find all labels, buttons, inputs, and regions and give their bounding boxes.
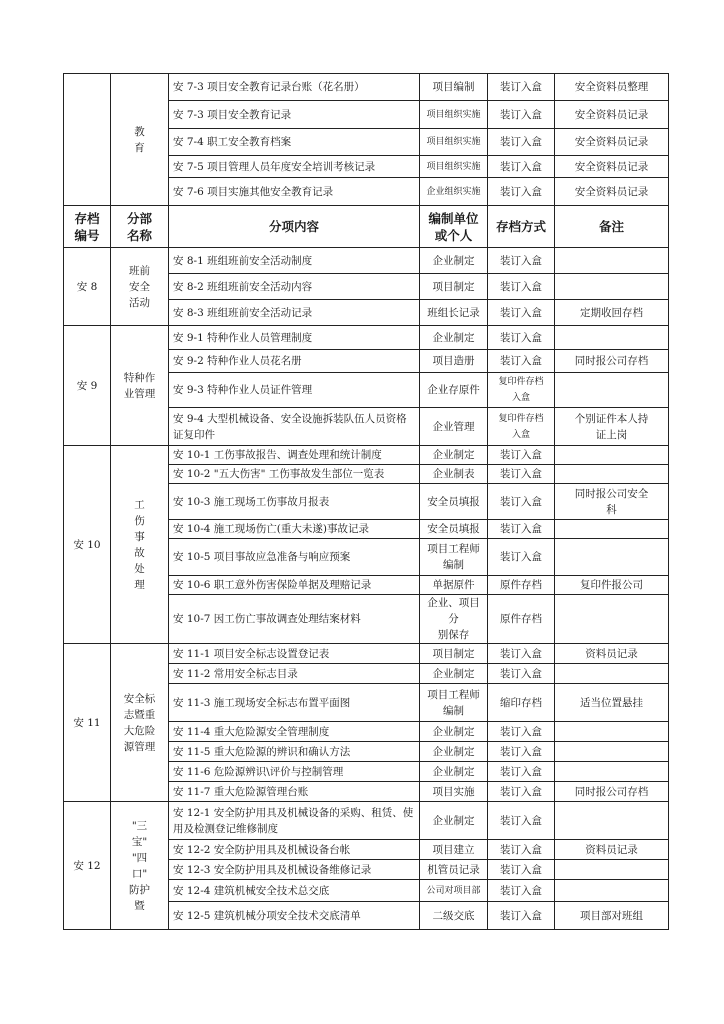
archive-code-cell: 安 11 — [64, 644, 111, 802]
remarks-cell — [555, 373, 669, 408]
table-row — [64, 802, 669, 840]
remarks-cell: 同时报公司安全 科 — [555, 484, 669, 520]
archive-method-cell: 装订入盒 — [488, 840, 555, 860]
compiler-cell: 企业制定 — [420, 802, 488, 840]
item-content-cell: 安 10-6 职工意外伤害保险单据及理赔记录 — [169, 576, 420, 595]
archive-method-cell: 装订入盒 — [488, 782, 555, 802]
compiler-cell: 项目组织实施 — [420, 156, 488, 178]
item-content-cell: 安 12-2 安全防护用具及机械设备台帐 — [169, 840, 420, 860]
header-division-name: 分部 名称 — [111, 206, 169, 248]
remarks-cell: 个别证件本人持 证上岗 — [555, 408, 669, 446]
compiler-cell: 项目造册 — [420, 350, 488, 373]
compiler-cell: 企业制表 — [420, 465, 488, 484]
item-content-cell: 安 10-1 工伤事故报告、调查处理和统计制度 — [169, 446, 420, 465]
remarks-cell — [555, 446, 669, 465]
archive-method-cell: 装订入盒 — [488, 539, 555, 576]
item-content-cell: 安 11-5 重大危险源的辨识和确认方法 — [169, 742, 420, 762]
division-name-cell: 特种作 业管理 — [111, 326, 169, 446]
remarks-cell: 安全资料员记录 — [555, 129, 669, 156]
archive-code-cell: 安 12 — [64, 802, 111, 930]
division-name-cell: 工 伤 事 故 处 理 — [111, 446, 169, 644]
remarks-cell — [555, 880, 669, 902]
item-content-cell: 安 9-3 特种作业人员证件管理 — [169, 373, 420, 408]
compiler-cell: 企业组织实施 — [420, 178, 488, 206]
archive-method-cell: 复印件存档 入盒 — [488, 373, 555, 408]
item-content-cell: 安 10-2 "五大伤害" 工伤事故发生部位一览表 — [169, 465, 420, 484]
item-content-cell: 安 10-7 因工伤亡事故调查处理结案材料 — [169, 595, 420, 644]
archive-method-cell: 装订入盒 — [488, 902, 555, 930]
item-content-cell: 安 10-5 项目事故应急准备与响应预案 — [169, 539, 420, 576]
item-content-cell: 安 9-4 大型机械设备、安全设施拆装队伍人员资格证复印件 — [169, 408, 420, 446]
archive-method-cell: 缩印存档 — [488, 684, 555, 722]
archive-method-cell: 装订入盒 — [488, 742, 555, 762]
remarks-cell: 资料员记录 — [555, 644, 669, 664]
archive-method-cell: 装订入盒 — [488, 300, 555, 326]
table-row — [64, 326, 669, 350]
compiler-cell: 项目工程师 编制 — [420, 684, 488, 722]
item-content-cell: 安 12-4 建筑机械安全技术总交底 — [169, 880, 420, 902]
remarks-cell: 安全资料员整理 — [555, 74, 669, 101]
archive-method-cell: 复印件存档 入盒 — [488, 408, 555, 446]
archive-method-cell: 装订入盒 — [488, 520, 555, 539]
item-content-cell: 安 9-1 特种作业人员管理制度 — [169, 326, 420, 350]
archive-method-cell: 原件存档 — [488, 576, 555, 595]
remarks-cell — [555, 595, 669, 644]
remarks-cell: 资料员记录 — [555, 840, 669, 860]
compiler-cell: 项目实施 — [420, 782, 488, 802]
item-content-cell: 安 10-4 施工现场伤亡(重大未遂)事故记录 — [169, 520, 420, 539]
table-header-row — [64, 206, 669, 248]
item-content-cell: 安 7-3 项目安全教育记录 — [169, 101, 420, 129]
header-compiler: 编制单位 或个人 — [420, 206, 488, 248]
compiler-cell: 企业制定 — [420, 248, 488, 274]
remarks-cell — [555, 802, 669, 840]
archive-method-cell: 装订入盒 — [488, 664, 555, 684]
compiler-cell: 企业存原件 — [420, 373, 488, 408]
remarks-cell — [555, 274, 669, 300]
item-content-cell: 安 7-6 项目实施其他安全教育记录 — [169, 178, 420, 206]
compiler-cell: 企业、项目分 别保存 — [420, 595, 488, 644]
remarks-cell — [555, 860, 669, 880]
header-item-content: 分项内容 — [169, 206, 420, 248]
compiler-cell: 项目编制 — [420, 74, 488, 101]
remarks-cell — [555, 539, 669, 576]
division-name-cell: 班前 安全 活动 — [111, 248, 169, 326]
remarks-cell — [555, 722, 669, 742]
division-name-cell: "三 宝" "四 口" 防护 暨 — [111, 802, 169, 930]
remarks-cell: 同时报公司存档 — [555, 782, 669, 802]
item-content-cell: 安 8-3 班组班前安全活动记录 — [169, 300, 420, 326]
archive-method-cell: 装订入盒 — [488, 326, 555, 350]
archive-method-cell: 装订入盒 — [488, 465, 555, 484]
item-content-cell: 安 11-4 重大危险源安全管理制度 — [169, 722, 420, 742]
archive-method-cell: 装订入盒 — [488, 644, 555, 664]
item-content-cell: 安 7-4 职工安全教育档案 — [169, 129, 420, 156]
compiler-cell: 安全员填报 — [420, 520, 488, 539]
compiler-cell: 项目组织实施 — [420, 101, 488, 129]
remarks-cell: 同时报公司存档 — [555, 350, 669, 373]
item-content-cell: 安 7-5 项目管理人员年度安全培训考核记录 — [169, 156, 420, 178]
compiler-cell: 项目制定 — [420, 644, 488, 664]
compiler-cell: 班组长记录 — [420, 300, 488, 326]
archive-table — [63, 73, 669, 930]
item-content-cell: 安 11-7 重大危险源管理台账 — [169, 782, 420, 802]
compiler-cell: 机管员记录 — [420, 860, 488, 880]
header-archive-method: 存档方式 — [488, 206, 555, 248]
compiler-cell: 企业制定 — [420, 326, 488, 350]
remarks-cell — [555, 762, 669, 782]
archive-method-cell: 装订入盒 — [488, 860, 555, 880]
remarks-cell — [555, 465, 669, 484]
item-content-cell: 安 8-2 班组班前安全活动内容 — [169, 274, 420, 300]
header-archive-code: 存档 编号 — [64, 206, 111, 248]
remarks-cell: 安全资料员记录 — [555, 101, 669, 129]
archive-method-cell: 装订入盒 — [488, 880, 555, 902]
remarks-cell: 安全资料员记录 — [555, 156, 669, 178]
item-content-cell: 安 12-1 安全防护用具及机械设备的采购、租赁、使用及检测登记维修制度 — [169, 802, 420, 840]
remarks-cell: 安全资料员记录 — [555, 178, 669, 206]
compiler-cell: 企业制定 — [420, 664, 488, 684]
compiler-cell: 项目工程师 编制 — [420, 539, 488, 576]
item-content-cell: 安 12-3 安全防护用具及机械设备维修记录 — [169, 860, 420, 880]
archive-method-cell: 装订入盒 — [488, 446, 555, 465]
archive-method-cell: 装订入盒 — [488, 274, 555, 300]
archive-method-cell: 装订入盒 — [488, 178, 555, 206]
item-content-cell: 安 11-6 危险源辨识\评价与控制管理 — [169, 762, 420, 782]
compiler-cell: 项目制定 — [420, 274, 488, 300]
remarks-cell: 复印件报公司 — [555, 576, 669, 595]
header-remarks: 备注 — [555, 206, 669, 248]
compiler-cell: 企业制定 — [420, 742, 488, 762]
compiler-cell: 公司对项目部 — [420, 880, 488, 902]
archive-code-cell: 安 8 — [64, 248, 111, 326]
table-row — [64, 644, 669, 664]
compiler-cell: 企业制定 — [420, 446, 488, 465]
compiler-cell: 二级交底 — [420, 902, 488, 930]
remarks-cell — [555, 742, 669, 762]
table-row — [64, 446, 669, 465]
archive-method-cell: 装订入盒 — [488, 802, 555, 840]
compiler-cell: 企业制定 — [420, 722, 488, 742]
archive-method-cell: 装订入盒 — [488, 762, 555, 782]
division-name-cell: 教 育 — [111, 74, 169, 206]
item-content-cell: 安 12-5 建筑机械分项安全技术交底清单 — [169, 902, 420, 930]
remarks-cell — [555, 248, 669, 274]
remarks-cell — [555, 326, 669, 350]
item-content-cell: 安 9-2 特种作业人员花名册 — [169, 350, 420, 373]
archive-code-cell: 安 10 — [64, 446, 111, 644]
archive-code-cell: 安 9 — [64, 326, 111, 446]
remarks-cell: 项目部对班组 — [555, 902, 669, 930]
archive-method-cell: 装订入盒 — [488, 156, 555, 178]
item-content-cell: 安 10-3 施工现场工伤事故月报表 — [169, 484, 420, 520]
remarks-cell — [555, 664, 669, 684]
compiler-cell: 项目建立 — [420, 840, 488, 860]
remarks-cell: 定期收回存档 — [555, 300, 669, 326]
item-content-cell: 安 11-1 项目安全标志设置登记表 — [169, 644, 420, 664]
archive-code-cell — [64, 74, 111, 206]
archive-method-cell: 装订入盒 — [488, 129, 555, 156]
compiler-cell: 安全员填报 — [420, 484, 488, 520]
archive-method-cell: 装订入盒 — [488, 101, 555, 129]
remarks-cell: 适当位置悬挂 — [555, 684, 669, 722]
division-name-cell: 安全标 志暨重 大危险 源管理 — [111, 644, 169, 802]
item-content-cell: 安 11-2 常用安全标志目录 — [169, 664, 420, 684]
archive-method-cell: 装订入盒 — [488, 248, 555, 274]
remarks-cell — [555, 520, 669, 539]
archive-method-cell: 装订入盒 — [488, 722, 555, 742]
compiler-cell: 企业制定 — [420, 762, 488, 782]
item-content-cell: 安 7-3 项目安全教育记录台账（花名册） — [169, 74, 420, 101]
table-row — [64, 74, 669, 101]
item-content-cell: 安 8-1 班组班前安全活动制度 — [169, 248, 420, 274]
compiler-cell: 项目组织实施 — [420, 129, 488, 156]
table-row — [64, 248, 669, 274]
item-content-cell: 安 11-3 施工现场安全标志布置平面图 — [169, 684, 420, 722]
archive-method-cell: 装订入盒 — [488, 350, 555, 373]
archive-method-cell: 原件存档 — [488, 595, 555, 644]
archive-method-cell: 装订入盒 — [488, 484, 555, 520]
archive-method-cell: 装订入盒 — [488, 74, 555, 101]
compiler-cell: 单据原件 — [420, 576, 488, 595]
compiler-cell: 企业管理 — [420, 408, 488, 446]
